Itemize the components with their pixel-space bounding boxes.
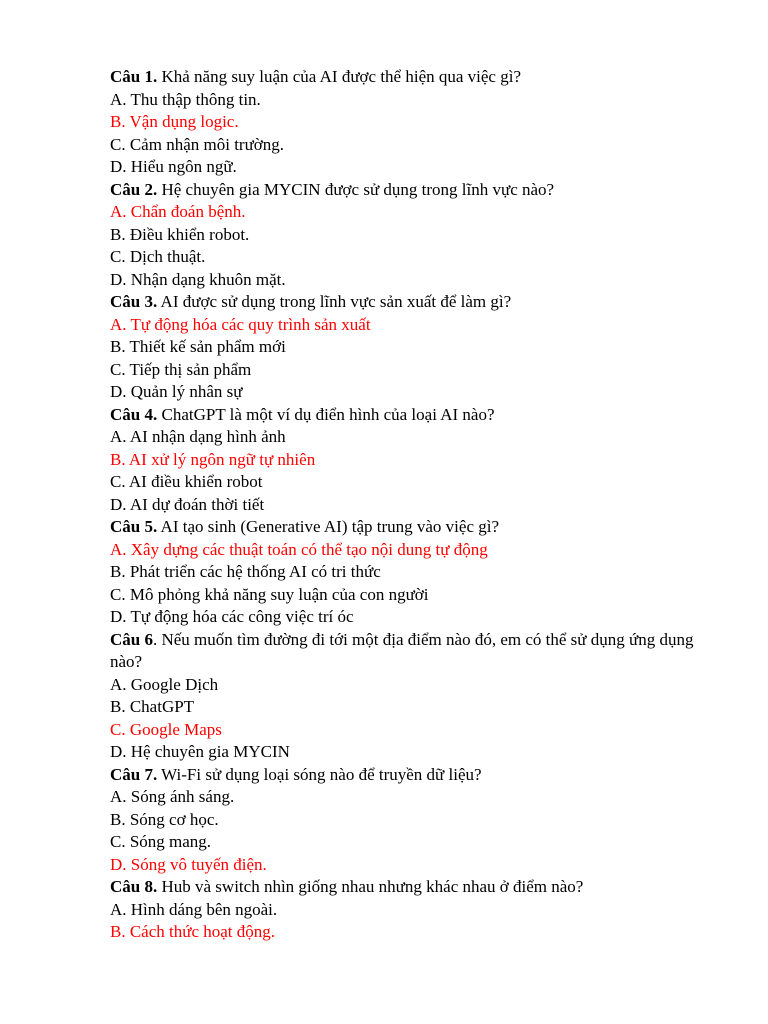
question-1-option-d: D. Hiểu ngôn ngữ. (110, 157, 237, 176)
question-5-label: Câu 5. (110, 517, 158, 536)
question-6-label: Câu 6 (110, 629, 153, 649)
question-8-option-b: B. Cách thức hoạt động. (110, 922, 276, 941)
question-4-text: ChatGPT là một ví dụ điển hình của loại AI nào? (157, 404, 495, 424)
question-8-label: Câu 8. (110, 877, 158, 896)
question-1-label: Câu 1. (110, 67, 158, 86)
question-2-text: Hệ chuyên gia MYCIN được sử dụng trong lĩnh vực nào? (157, 179, 555, 199)
question-3-option-b: B. Thiết kế sản phẩm mới (110, 337, 286, 356)
question-5-text: AI tạo sinh (Generative AI) tập trung vào việc gì? (157, 517, 500, 536)
question-6-option-a: A. Google Dịch (110, 674, 219, 694)
question-3-option-c: C. Tiếp thị sản phẩm (110, 359, 252, 379)
question-5-option-b: B. Phát triển các hệ thống AI có tri thức (110, 562, 381, 581)
question-7-option-d: D. Sóng vô tuyến điện. (110, 854, 267, 874)
question-5-option-d: D. Tự động hóa các công việc trí óc (110, 607, 354, 626)
question-1-option-c: C. Cảm nhận môi trường. (110, 134, 285, 154)
question-3-label: Câu 3. (110, 292, 158, 311)
question-6 (110, 629, 710, 764)
question-5-option-c: C. Mô phỏng khả năng suy luận của con người (110, 584, 429, 604)
question-6-option-b: B. ChatGPT (110, 697, 195, 716)
question-1-text: Khả năng suy luận của AI được thể hiện qua việc gì? (157, 67, 521, 86)
question-3-text: AI được sử dụng trong lĩnh vực sản xuất để làm gì? (157, 292, 512, 311)
question-4-prompt (110, 404, 710, 427)
question-4-option-c: C. AI điều khiển robot (110, 472, 263, 491)
question-7-option-b: B. Sóng cơ học. (110, 809, 219, 829)
question-5 (110, 516, 710, 629)
question-1-option-b: B. Vận dụng logic. (110, 112, 239, 131)
question-7 (110, 764, 710, 877)
question-2-option-c: C. Dịch thuật. (110, 247, 206, 266)
question-5-prompt (110, 516, 710, 539)
question-6-text: . Nếu muốn tìm đường đi tới một địa điểm nào đó, em có thể sử dụng ứng dụng nào? (110, 629, 694, 671)
question-8-text: Hub và switch nhìn giống nhau nhưng khác nhau ở điểm nào? (157, 877, 584, 896)
question-7-text: Wi-Fi sử dụng loại sóng nào để truyền dữ liệu? (157, 764, 482, 784)
question-6-option-d: D. Hệ chuyên gia MYCIN (110, 742, 290, 761)
question-2-option-a: A. Chẩn đoán bệnh. (110, 202, 246, 221)
question-1-prompt (110, 66, 710, 89)
question-4-label: Câu 4. (110, 404, 158, 424)
question-7-label: Câu 7. (110, 764, 158, 784)
question-3 (110, 291, 710, 404)
question-4-option-a: A. AI nhận dạng hình ảnh (110, 427, 286, 446)
question-3-option-d: D. Quản lý nhân sự (110, 382, 243, 401)
question-1-option-a: A. Thu thập thông tin. (110, 89, 261, 109)
question-6-prompt (110, 629, 710, 674)
question-2 (110, 179, 710, 292)
question-2-option-b: B. Điều khiển robot. (110, 224, 250, 244)
question-2-label: Câu 2. (110, 179, 158, 199)
question-7-option-a: A. Sóng ánh sáng. (110, 787, 235, 806)
question-8 (110, 876, 710, 944)
question-8-option-a: A. Hình dáng bên ngoài. (110, 899, 278, 919)
question-2-prompt (110, 179, 710, 202)
question-7-option-c: C. Sóng mang. (110, 832, 212, 851)
question-4-option-b: B. AI xử lý ngôn ngữ tự nhiên (110, 449, 316, 469)
question-4-option-d: D. AI dự đoán thời tiết (110, 494, 265, 514)
question-8-prompt (110, 876, 710, 899)
question-1 (110, 66, 710, 179)
question-3-option-a: A. Tự động hóa các quy trình sản xuất (110, 314, 371, 334)
quiz-document (110, 66, 710, 944)
question-7-prompt (110, 764, 710, 787)
question-2-option-d: D. Nhận dạng khuôn mặt. (110, 269, 286, 289)
question-5-option-a: A. Xây dựng các thuật toán có thể tạo nội dung tự động (110, 539, 488, 559)
question-6-option-c: C. Google Maps (110, 719, 222, 739)
question-4 (110, 404, 710, 517)
question-3-prompt (110, 291, 710, 314)
